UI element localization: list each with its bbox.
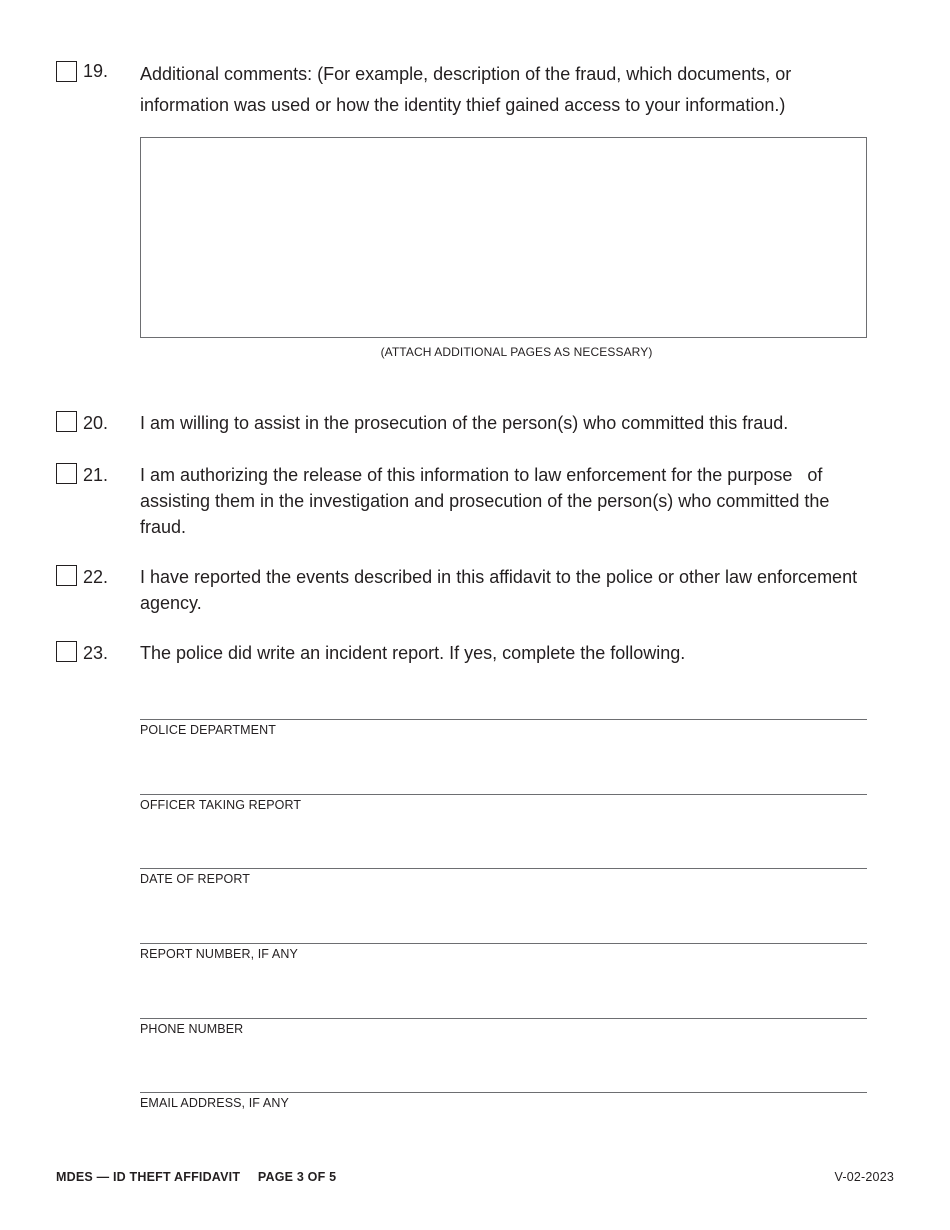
phone-number-label: PHONE NUMBER — [140, 1022, 244, 1036]
email-address-input[interactable] — [140, 1075, 867, 1093]
attach-pages-note: (ATTACH ADDITIONAL PAGES AS NECESSARY) — [380, 345, 653, 359]
phone-number-input[interactable] — [140, 1001, 867, 1019]
officer-taking-report-input[interactable] — [140, 777, 867, 795]
item-22-number: 22. — [83, 567, 109, 587]
date-of-report-input[interactable] — [140, 851, 867, 869]
item-23-text: The police did write an incident report. If yes, complete the following. — [140, 643, 686, 663]
item-23-number: 23. — [83, 643, 109, 663]
report-number-label: REPORT NUMBER, IF ANY — [140, 947, 298, 961]
date-of-report-label: DATE OF REPORT — [140, 872, 250, 886]
additional-comments-textarea[interactable] — [140, 137, 867, 338]
police-department-label: POLICE DEPARTMENT — [140, 723, 276, 737]
footer-version: V-02-2023 — [834, 1170, 894, 1184]
report-number-field-group — [140, 926, 867, 962]
footer-left — [56, 1169, 336, 1185]
item-20-text: I am willing to assist in the prosecution of the person(s) who committed this fraud. — [140, 413, 789, 433]
date-field-group — [140, 851, 867, 887]
item-22-text: I have reported the events described in this affidavit to the police or other law enforcement agency. — [140, 567, 858, 613]
officer-taking-report-label: OFFICER TAKING REPORT — [140, 798, 302, 812]
footer-page-number: PAGE 3 OF 5 — [257, 1170, 337, 1184]
police-department-field-group — [140, 702, 867, 738]
police-department-input[interactable] — [140, 702, 867, 720]
item-20-number: 20. — [83, 413, 109, 433]
item-23-checkbox[interactable] — [56, 641, 77, 662]
item-22-checkbox[interactable] — [56, 565, 77, 586]
officer-field-group — [140, 777, 867, 813]
item-21-text: I am authorizing the release of this information to law enforcement for the purpose of assisting them in the investigation and prosecution of the person(s) who committed the fraud. — [140, 465, 835, 537]
item-21-number: 21. — [83, 465, 109, 485]
item-20-checkbox[interactable] — [56, 411, 77, 432]
report-number-input[interactable] — [140, 926, 867, 944]
item-19-checkbox[interactable] — [56, 61, 77, 82]
email-address-label: EMAIL ADDRESS, IF ANY — [140, 1096, 289, 1110]
item-19-number: 19. — [83, 61, 109, 81]
phone-field-group — [140, 1001, 867, 1037]
item-19-text: Additional comments: (For example, description of the fraud, which documents, or information was used or how the identity thief gained access to your information.) — [140, 64, 792, 115]
footer-title: MDES — ID THEFT AFFIDAVIT — [56, 1170, 241, 1184]
email-field-group — [140, 1075, 867, 1111]
item-21-checkbox[interactable] — [56, 463, 77, 484]
